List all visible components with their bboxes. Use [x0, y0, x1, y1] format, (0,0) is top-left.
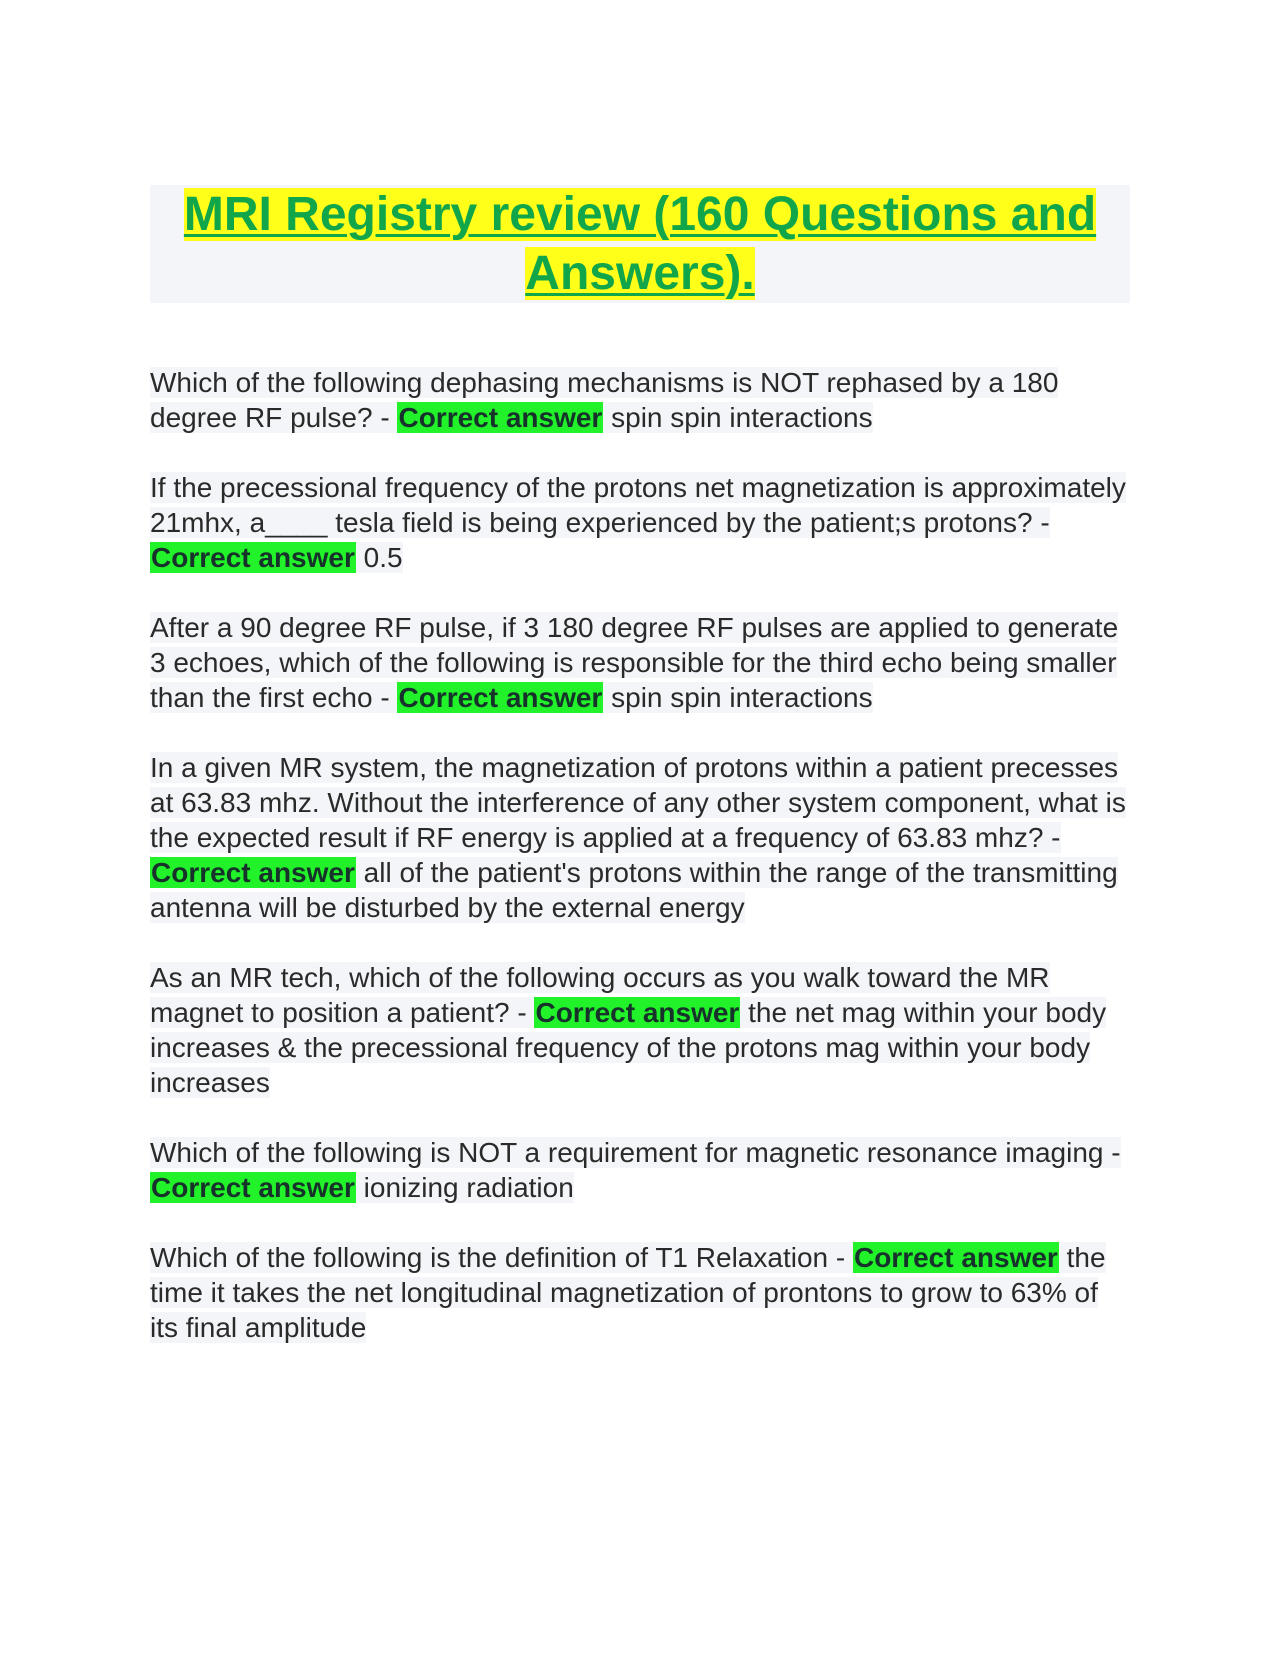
answer-text: ionizing radiation — [355, 1172, 574, 1203]
qa-item-7 — [150, 1240, 1130, 1345]
answer-text: 0.5 — [355, 542, 403, 573]
document-title — [158, 185, 1122, 303]
qa-item-6 — [150, 1135, 1130, 1205]
answer-text: the net mag within your body increases & the precessional frequency of the protons mag within your body increases — [150, 997, 1107, 1098]
answer-text: the time it takes the net longitudinal magnetization of prontons to grow to 63% of its final amplitude — [150, 1242, 1106, 1343]
title-line-1: MRI Registry review (160 Questions and — [183, 188, 1097, 241]
qa-item-5 — [150, 960, 1130, 1100]
answer-text: spin spin interactions — [603, 682, 873, 713]
qa-item-3 — [150, 610, 1130, 715]
question-text: If the precessional frequency of the protons net magnetization is approximately 21mhx, a____ tesla field is being experienced by the patient;s protons? - — [150, 472, 1126, 538]
title-line-2: Answers). — [525, 247, 755, 300]
document-page — [150, 185, 1130, 1380]
correct-answer-label: Correct answer — [853, 1242, 1058, 1273]
question-text: After a 90 degree RF pulse, if 3 180 degree RF pulses are applied to generate 3 echoes, which of the following is responsible for the third echo being smaller than the first echo - — [150, 612, 1119, 713]
correct-answer-label: Correct answer — [151, 857, 355, 888]
qa-item-2 — [150, 470, 1130, 575]
correct-answer-label: Correct answer — [398, 402, 603, 433]
qa-item-1 — [150, 365, 1130, 435]
qa-item-4 — [150, 750, 1130, 925]
correct-answer-label: Correct answer — [398, 682, 603, 713]
question-text: Which of the following is NOT a requirement for magnetic resonance imaging - — [150, 1137, 1121, 1168]
correct-answer-label: Correct answer — [151, 542, 355, 573]
answer-text: spin spin interactions — [603, 402, 873, 433]
question-text: Which of the following is the definition of T1 Relaxation - — [150, 1242, 853, 1273]
answer-text: all of the patient's protons within the range of the transmitting antenna will be disturbed by the external energy — [150, 857, 1118, 923]
question-text: Which of the following dephasing mechanisms is NOT rephased by a 180 degree RF pulse? - — [150, 367, 1059, 433]
title-block — [150, 185, 1130, 303]
correct-answer-label: Correct answer — [535, 997, 740, 1028]
correct-answer-label: Correct answer — [151, 1172, 355, 1203]
question-text: As an MR tech, which of the following occurs as you walk toward the MR magnet to position a patient? - — [150, 962, 1050, 1028]
qa-list — [150, 365, 1130, 1345]
question-text: In a given MR system, the magnetization of protons within a patient precesses at 63.83 mhz. Without the interference of any other system component, what is the expected result if RF energy is applied at a frequency of 63.83 mhz? - — [150, 752, 1126, 853]
